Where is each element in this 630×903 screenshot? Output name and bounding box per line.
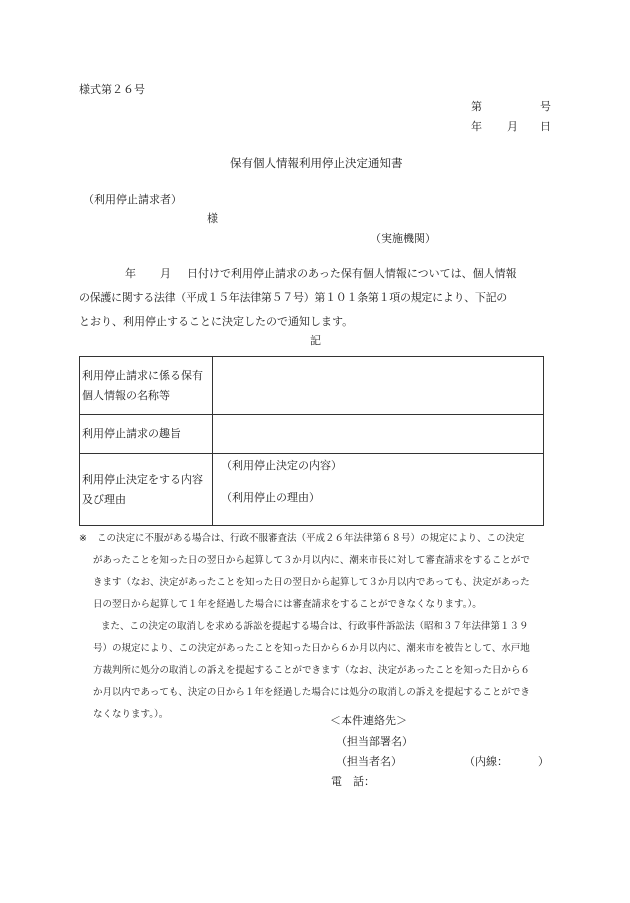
note-p2-line4: か月以内であっても、決定の日から１年を経過した場合には処分の取消しの訴えを提起することができ	[93, 687, 530, 698]
doc-number-dai: 第	[471, 100, 482, 113]
table-label-cell	[80, 454, 213, 526]
row3-content-cell	[213, 454, 544, 526]
ki-label: 記	[310, 334, 321, 347]
contact-extension-close: ）	[538, 755, 549, 768]
document-title: 保有個人情報利用停止決定通知書	[230, 156, 403, 170]
row2-label: 利用停止請求の趣旨	[80, 415, 213, 454]
date-year: 年	[471, 120, 482, 133]
row3-content-decision: （利用停止決定の内容）	[221, 459, 342, 472]
body-month: 月	[160, 267, 171, 280]
contact-dept: （担当部署名）	[336, 735, 413, 748]
row3-label-line1: 利用停止決定をする内容	[82, 472, 203, 486]
body-line-1	[79, 262, 551, 286]
note-mark: ※	[79, 533, 87, 544]
note-p1-line3: きます（なお、決定があったことを知った日の翌日から起算して３か月以内であっても、決定があった	[93, 577, 530, 588]
note-p2-line5: なくなります。）。	[93, 709, 169, 720]
contact-extension-open: （内線：	[464, 755, 508, 768]
agency-label: （実施機関）	[370, 232, 436, 245]
body-line-1-rest: 日付けで利用停止請求のあった保有個人情報については、個人情報	[187, 267, 517, 280]
note-p2-line3: 方裁判所に処分の取消しの訴えを提起することができます（なお、決定があったことを知った日から６	[93, 665, 530, 676]
row1-content-cell	[213, 357, 544, 415]
honorific: 様	[207, 212, 218, 225]
body-paragraph	[79, 262, 551, 334]
requester-label: （利用停止請求者）	[83, 193, 182, 206]
note-p1-line1: この決定に不服がある場合は、行政不服審査法（平成２６年法律第６８号）の規定により、この決定	[96, 533, 525, 544]
note-p2-line2: 号）の規定により、この決定があったことを知った日から６か月以内に、潮来市を被告として、水戸地	[93, 643, 530, 654]
date-day: 日	[540, 120, 551, 133]
table-label-cell	[80, 357, 213, 415]
row2-content-cell	[213, 415, 544, 454]
form-number: 様式第２６号	[79, 83, 145, 96]
row3-content-reason: （利用停止の理由）	[221, 491, 320, 504]
contact-phone: 電 話：	[331, 775, 375, 788]
table-row	[80, 415, 544, 454]
notes-section	[79, 528, 553, 726]
contact-header: ＜本件連絡先＞	[330, 714, 407, 727]
note-paragraph-1	[79, 528, 553, 550]
date-month: 月	[507, 120, 518, 133]
contact-person: （担当者名）	[336, 755, 402, 768]
body-line-2: の保護に関する法律（平成１５年法律第５７号）第１０１条第１項の規定により、下記の	[79, 291, 507, 304]
note-p2-line1: また、この決定の取消しを求める訴訟を提起する場合は、行政事件訴訟法（昭和３７年法律第１３９	[101, 621, 529, 632]
table-row	[80, 357, 544, 415]
table-row	[80, 454, 544, 526]
details-table	[79, 356, 544, 526]
row3-label-line2: 及び理由	[82, 492, 126, 506]
note-p1-line4: 日の翌日から起算して１年を経過した場合には審査請求をすることができなくなります。）。	[93, 599, 482, 610]
row1-label-line2: 個人情報の名称等	[82, 388, 170, 402]
body-line-3: とおり、利用停止することに決定したので通知します。	[79, 315, 354, 328]
doc-number-go: 号	[540, 100, 551, 113]
body-year: 年	[125, 267, 136, 280]
note-p1-line2: があったことを知った日の翌日から起算して３か月以内に、潮来市長に対して審査請求をすることがで	[93, 555, 530, 566]
row1-label-line1: 利用停止請求に係る保有	[82, 368, 203, 382]
